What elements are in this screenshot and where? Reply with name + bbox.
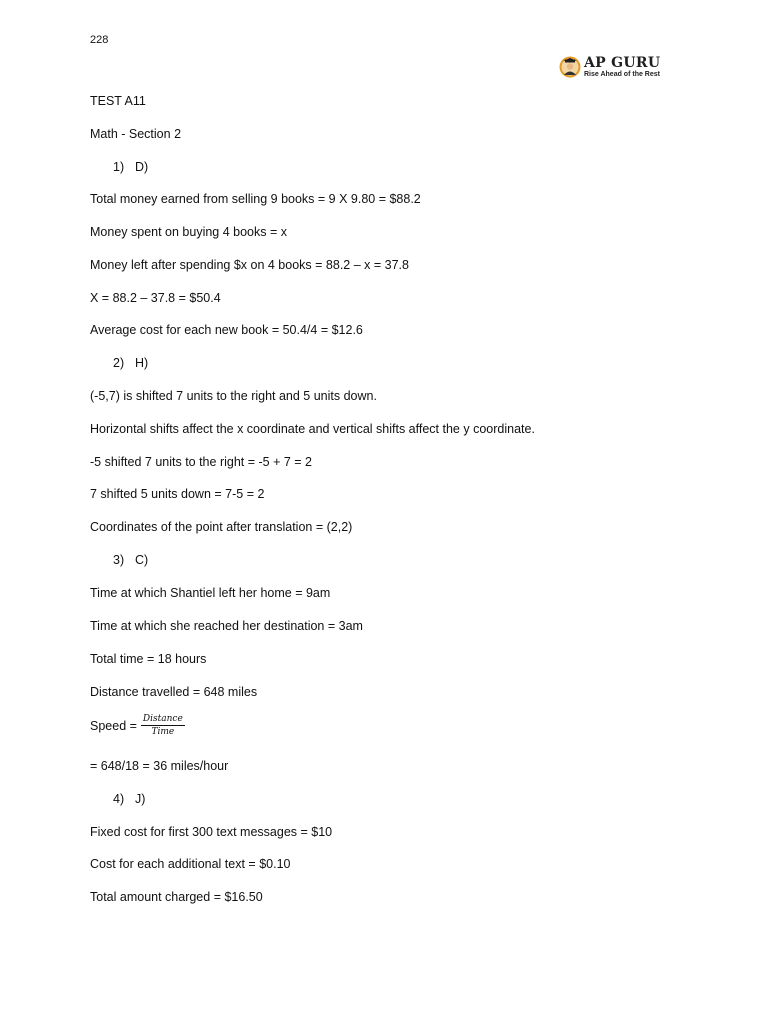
solution-line: (-5,7) is shifted 7 units to the right and 5 units down. xyxy=(90,389,377,403)
section-title: Math - Section 2 xyxy=(90,127,182,141)
solution-line: = 648/18 = 36 miles/hour xyxy=(90,759,229,773)
answer-4-number: 4) xyxy=(113,792,125,806)
answer-1-number: 1) xyxy=(113,160,125,174)
answer-3-choice: C) xyxy=(135,553,149,567)
answer-1 xyxy=(113,160,148,174)
speed-formula xyxy=(90,714,185,737)
logo-name: AP GURU xyxy=(584,55,661,71)
answer-2-choice: H) xyxy=(135,356,149,370)
solution-line: Total money earned from selling 9 books = 9 X 9.80 = $88.2 xyxy=(90,192,421,206)
mascot-logo-icon xyxy=(559,56,581,78)
solution-line: -5 shifted 7 units to the right = -5 + 7 = 2 xyxy=(90,455,313,469)
logo-tagline: Rise Ahead of the Rest xyxy=(584,71,660,78)
solution-line: Money spent on buying 4 books = x xyxy=(90,225,288,239)
speed-label: Speed = xyxy=(90,718,137,733)
solution-line: Fixed cost for first 300 text messages = $10 xyxy=(90,825,333,839)
solution-line: X = 88.2 – 37.8 = $50.4 xyxy=(90,291,221,305)
test-title: TEST A11 xyxy=(90,94,146,108)
answer-3 xyxy=(113,553,148,567)
ap-guru-logo xyxy=(559,56,660,78)
solution-line: Coordinates of the point after translation = (2,2) xyxy=(90,520,353,534)
answer-3-number: 3) xyxy=(113,553,125,567)
answer-2 xyxy=(113,356,148,370)
solution-line: Total amount charged = $16.50 xyxy=(90,890,263,904)
speed-fraction xyxy=(141,714,185,737)
answer-4-choice: J) xyxy=(135,792,146,806)
solution-line: Cost for each additional text = $0.10 xyxy=(90,857,291,871)
solution-line: 7 shifted 5 units down = 7-5 = 2 xyxy=(90,487,265,501)
solution-line: Time at which Shantiel left her home = 9am xyxy=(90,586,331,600)
answer-2-number: 2) xyxy=(113,356,125,370)
fraction-numerator: Distance xyxy=(142,714,183,724)
solution-line: Distance travelled = 648 miles xyxy=(90,685,258,699)
solution-line: Average cost for each new book = 50.4/4 = $12.6 xyxy=(90,323,363,337)
solution-line: Horizontal shifts affect the x coordinate and vertical shifts affect the y coordinate. xyxy=(90,422,535,436)
fraction-denominator: Time xyxy=(151,727,175,737)
solution-line: Time at which she reached her destination = 3am xyxy=(90,619,363,633)
answer-1-choice: D) xyxy=(135,160,149,174)
solution-line: Total time = 18 hours xyxy=(90,652,207,666)
solution-line: Money left after spending $x on 4 books = 88.2 – x = 37.8 xyxy=(90,258,409,272)
answer-4 xyxy=(113,792,145,806)
page-number: 228 xyxy=(90,34,109,46)
